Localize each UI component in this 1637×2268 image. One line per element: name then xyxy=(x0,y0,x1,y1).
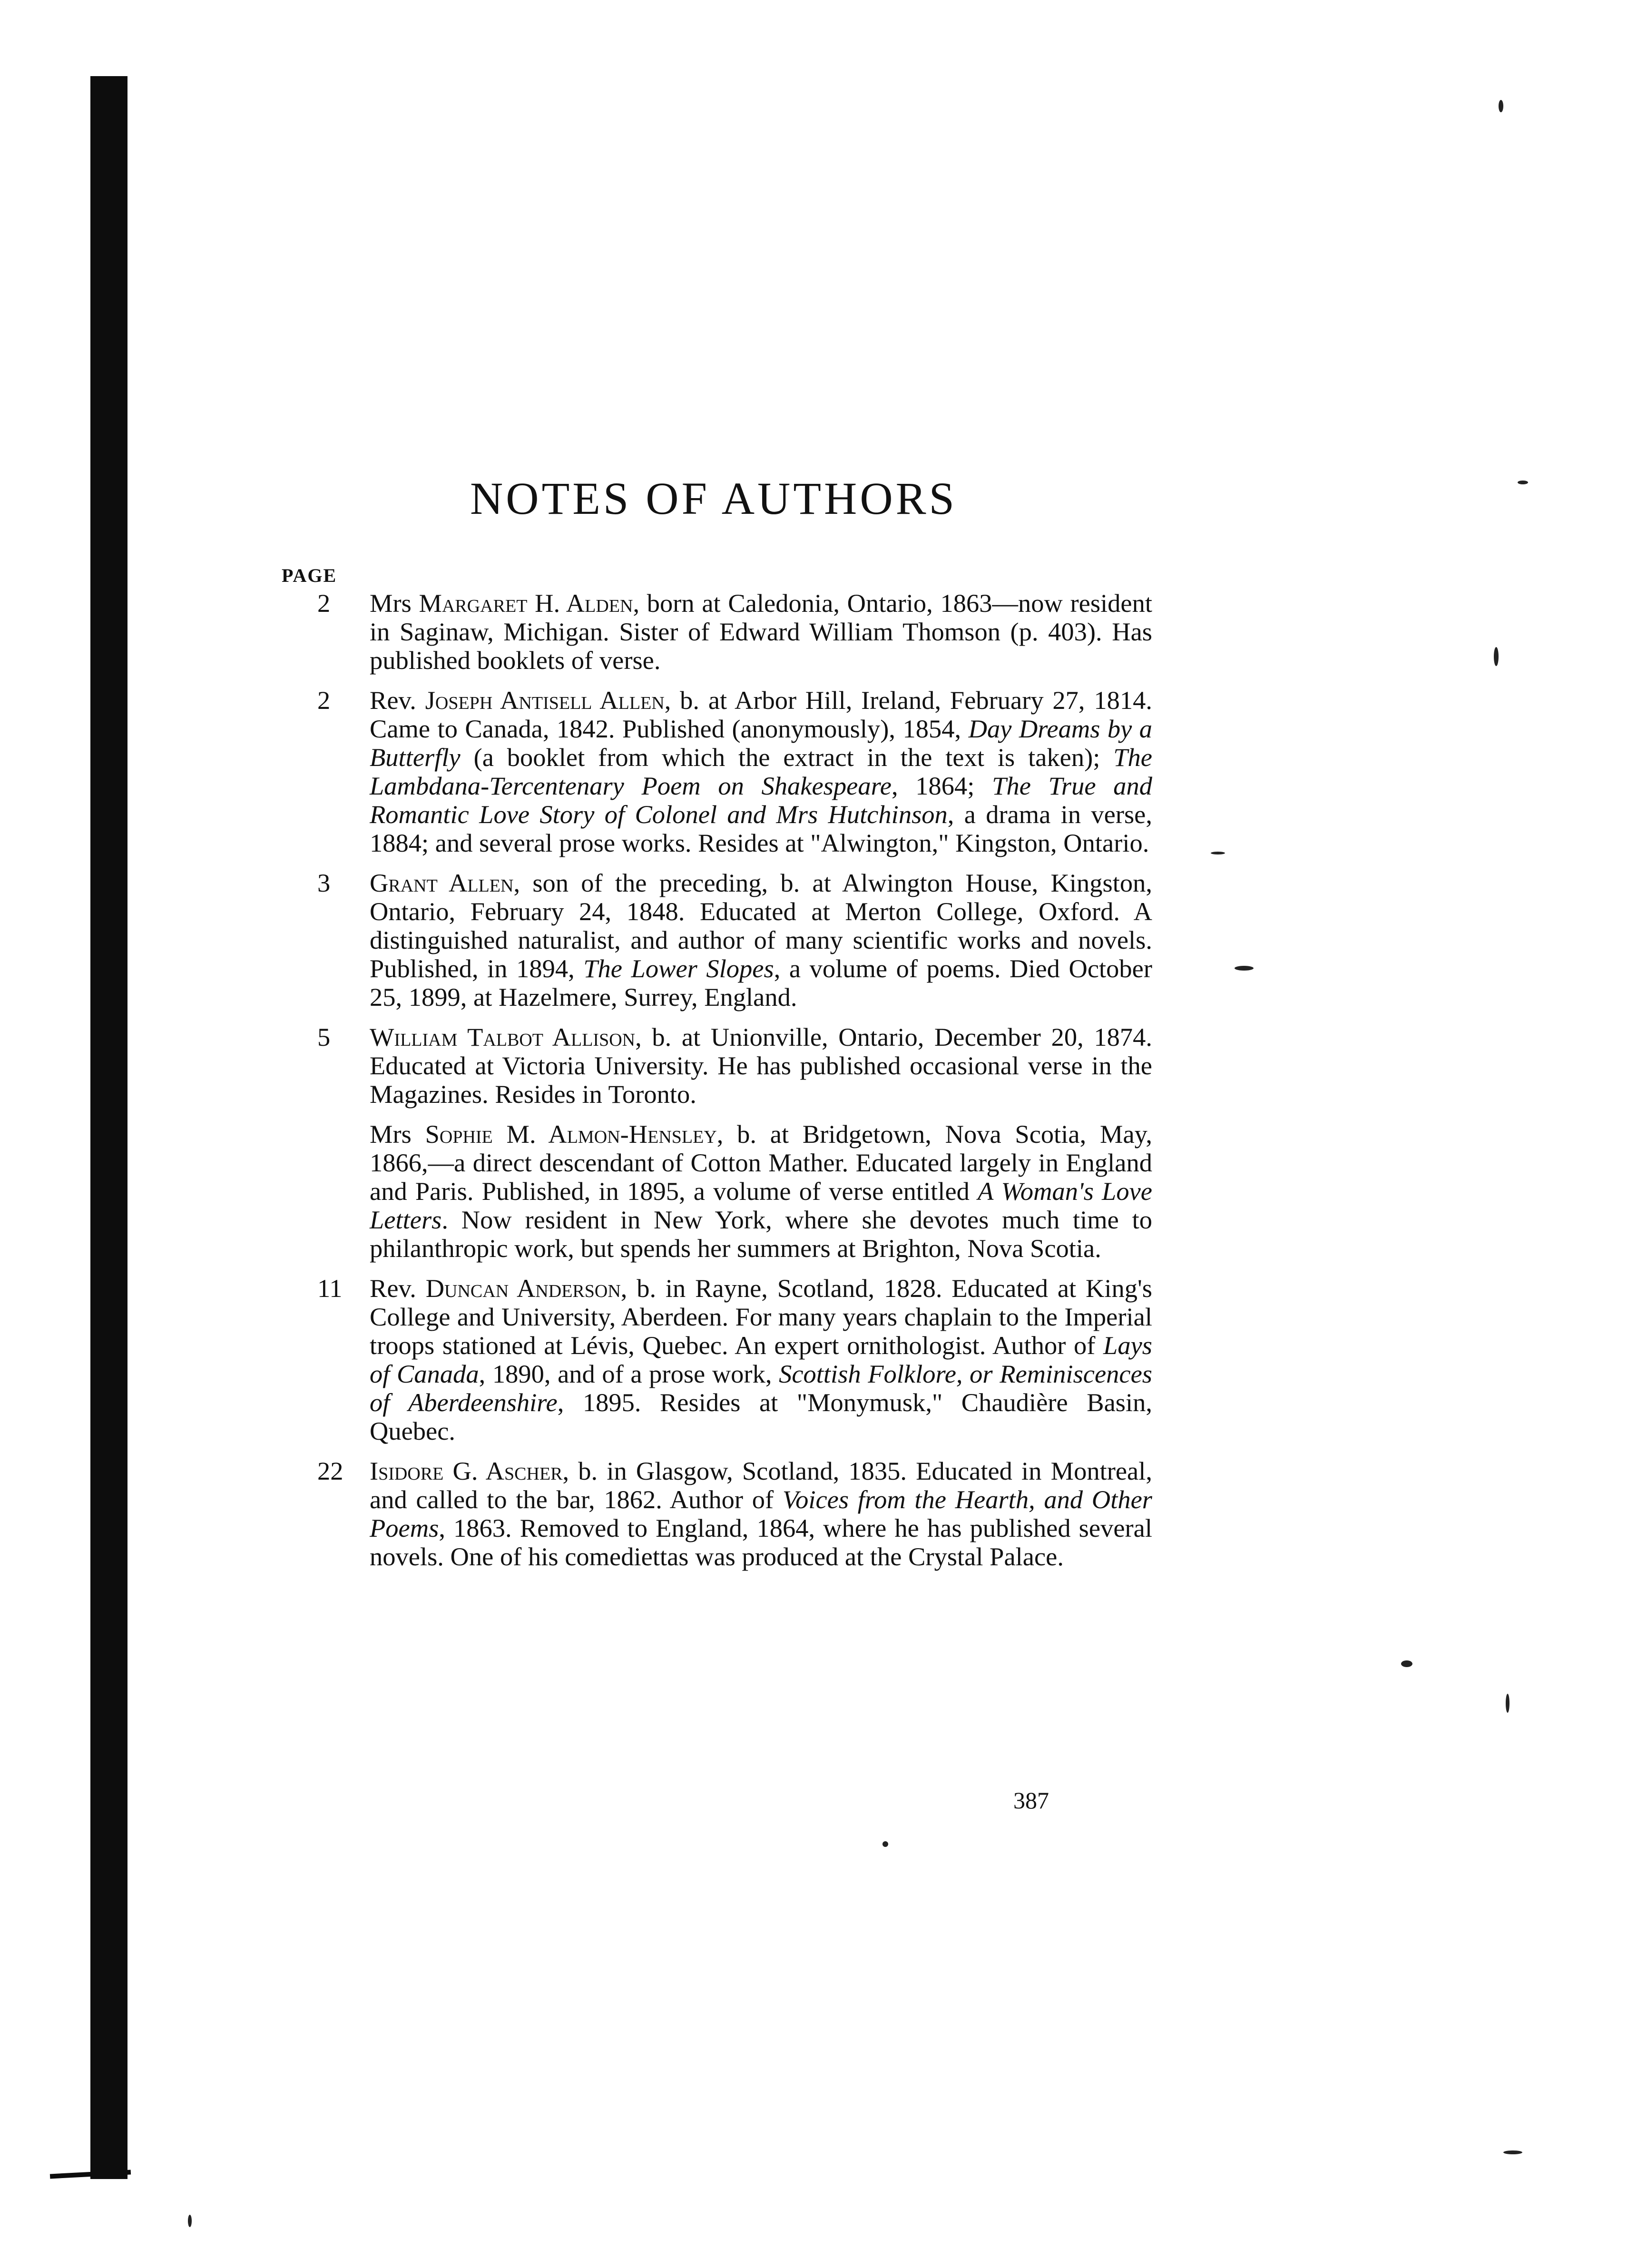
entry-text: , born at Caledonia, Ontario, 1863—now resident in Saginaw, Michigan. Sister of Edward William Thomson (p. 403). Has published booklets of verse. xyxy=(370,589,1153,675)
author-entry xyxy=(282,1274,1152,1445)
entry-text: . Now resident in New York, where she devotes much time to philanthropic work, but spends her summers at Brighton, Nova Scotia. xyxy=(370,1205,1152,1263)
entry-page-number: 5 xyxy=(317,1022,331,1051)
scan-speck xyxy=(882,1841,888,1847)
author-name: Isidore G. Ascher xyxy=(370,1456,563,1485)
page-title: NOTES OF AUTHORS xyxy=(470,473,958,524)
scan-speck xyxy=(1506,1694,1510,1713)
scan-speck xyxy=(1518,481,1528,484)
work-title: Day Dreams by a Butterfly xyxy=(370,714,1152,772)
author-entry xyxy=(282,869,1152,1011)
scan-speck xyxy=(1494,647,1499,666)
work-title: The Lambdana-Tercentenary Poem on Shakespeare xyxy=(370,743,1152,800)
author-entry xyxy=(282,686,1152,857)
page-column-label: PAGE xyxy=(282,565,337,586)
entry-text: Mrs xyxy=(370,589,419,618)
author-name: William Talbot Allison xyxy=(370,1022,636,1051)
author-entry xyxy=(282,589,1152,675)
entry-text: Mrs xyxy=(370,1119,425,1149)
page-number: 387 xyxy=(1013,1787,1049,1814)
author-entry xyxy=(282,1457,1152,1571)
entry-text: , 1863. Removed to England, 1864, where he has published several novels. One of his comediettas was produced at the Crystal Palace. xyxy=(370,1513,1152,1571)
author-entry xyxy=(282,1023,1152,1109)
entry-text: , b. at Unionville, Ontario, December 20, 1874. Educated at Victoria University. He has published occasional verse in the Magazines. Resides in Toronto. xyxy=(370,1022,1152,1109)
scan-speck xyxy=(1235,966,1254,971)
scan-speck xyxy=(1499,100,1503,112)
author-name: Sophie M. Almon-Hensley xyxy=(425,1119,717,1149)
entry-text: , a volume of poems. Died October 25, 1899, at Hazelmere, Surrey, England. xyxy=(370,954,1152,1011)
entry-page-number: 3 xyxy=(317,868,331,897)
scan-speck xyxy=(1211,852,1225,854)
work-title: Voices from the Hearth, and Other Poems xyxy=(370,1485,1153,1542)
binding-edge xyxy=(90,76,127,2179)
author-name: Margaret H. Alden xyxy=(419,589,633,618)
entry-text: , 1895. Resides at "Monymusk," Chaudière Basin, Quebec. xyxy=(370,1388,1152,1445)
author-entry xyxy=(282,1120,1152,1263)
entry-text: Rev. xyxy=(370,686,425,715)
entry-text: , 1890, and of a prose work, xyxy=(479,1359,779,1388)
entry-page-number: 2 xyxy=(317,589,331,618)
author-name: Duncan Anderson xyxy=(425,1274,621,1303)
entry-text: , b. in Glasgow, Scotland, 1835. Educated in Montreal, and called to the bar, 1862. Author of xyxy=(370,1456,1153,1514)
author-name: Joseph Antisell Allen xyxy=(425,686,665,715)
scan-speck xyxy=(1503,2150,1522,2154)
entry-text: , b. at Arbor Hill, Ireland, February 27, 1814. Came to Canada, 1842. Published (anonymously), 1854, xyxy=(370,686,1152,743)
work-title: The Lower Slopes xyxy=(583,954,774,983)
entry-text: , 1864; xyxy=(891,771,992,800)
scan-speck xyxy=(1401,1660,1412,1667)
work-title: The True and Romantic Love Story of Colonel and Mrs Hutchinson xyxy=(370,771,1152,829)
entry-text: , b. in Rayne, Scotland, 1828. Educated at King's College and University, Aberdeen. For many years chaplain to the Imperial troops stationed at Lévis, Quebec. An expert ornithologist. Author of xyxy=(370,1274,1152,1360)
work-title: Lays of Canada xyxy=(370,1331,1152,1388)
entry-text: , a drama in verse, 1884; and several prose works. Resides at "Alwington," Kingston, Ontario. xyxy=(370,800,1152,857)
work-title: A Woman's Love Letters xyxy=(370,1177,1152,1234)
scan-speck xyxy=(188,2215,192,2227)
entry-page-number: 11 xyxy=(317,1274,343,1303)
work-title: Scottish Folklore, or Reminiscences of Aberdeenshire xyxy=(370,1359,1152,1417)
entry-page-number: 22 xyxy=(317,1456,343,1485)
entry-text: (a booklet from which the extract in the text is taken); xyxy=(460,743,1114,772)
author-name: Grant Allen xyxy=(370,868,514,897)
entry-text: , b. at Bridgetown, Nova Scotia, May, 1866,—a direct descendant of Cotton Mather. Educated largely in England and Paris. Published, in 1895, a volume of verse entitled xyxy=(370,1119,1152,1206)
entry-page-number: 2 xyxy=(317,686,331,715)
author-notes-list xyxy=(282,589,1152,1582)
entry-text: , son of the preceding, b. at Alwington House, Kingston, Ontario, February 24, 1848. Educated at Merton College, Oxford. A distinguished naturalist, and author of many scientific works and novels. Published, in 1894, xyxy=(370,868,1153,983)
entry-text: Rev. xyxy=(370,1274,426,1303)
